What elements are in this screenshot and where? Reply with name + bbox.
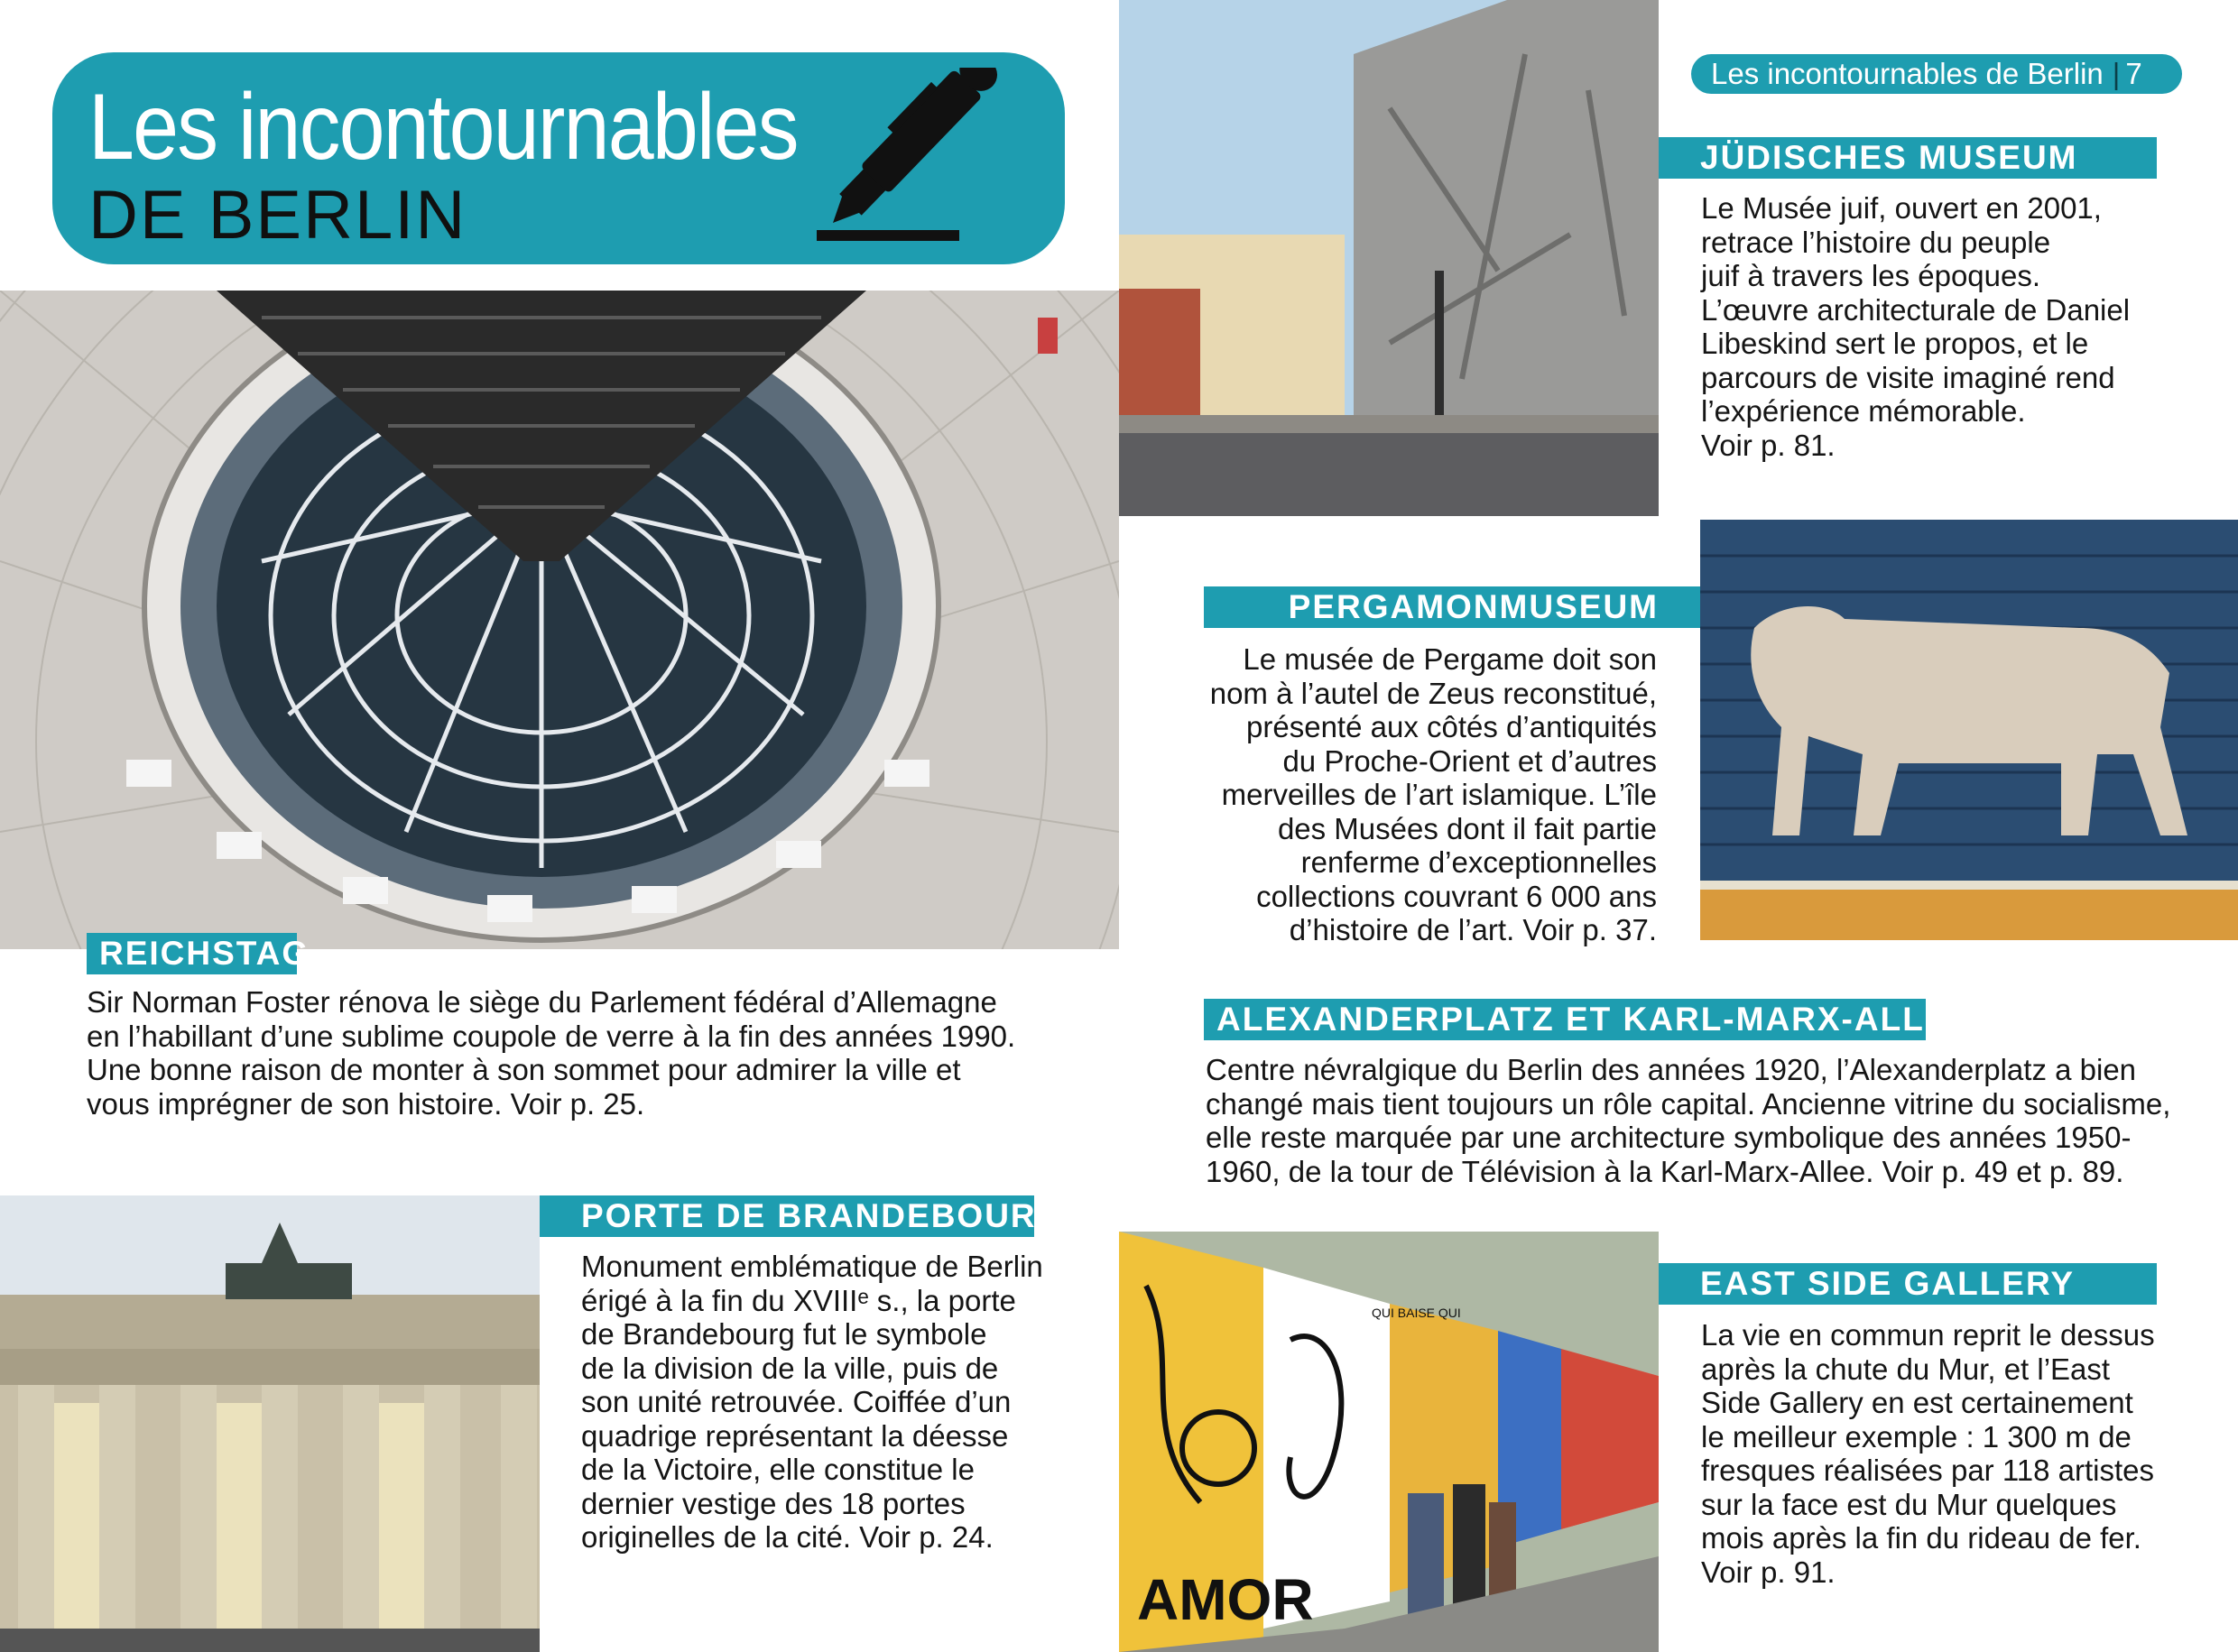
reichstag-line: vous imprégner de son histoire. Voir p. 25. <box>87 1086 645 1121</box>
eastside-line: La vie en commun reprit le dessus <box>1701 1318 2155 1352</box>
running-title: Les incontournables de Berlin <box>1711 57 2104 90</box>
heading-eastside: EAST SIDE GALLERY <box>1659 1263 2157 1305</box>
reichstag-line: Une bonne raison de monter à son sommet pour admirer la ville et <box>87 1053 961 1086</box>
brandebourg-line: originelles de la cité. Voir p. 24. <box>581 1520 994 1554</box>
brandebourg-text <box>581 1250 1068 1555</box>
judisches-line: l’expérience mémorable. <box>1701 394 2026 428</box>
brandebourg-line: Monument emblématique de Berlin <box>581 1250 1043 1283</box>
pen-icon <box>817 68 1024 248</box>
judisches-line: Voir p. 81. <box>1701 428 1836 462</box>
eastside-photo <box>1119 1232 1659 1652</box>
header-separator: | <box>2112 57 2121 90</box>
eastside-text <box>1701 1318 2206 1589</box>
pergamon-photo <box>1700 520 2238 940</box>
brandebourg-line: de la Victoire, elle constitue le <box>581 1453 975 1486</box>
alexanderplatz-line: Centre névralgique du Berlin des années 1920, l’Alexanderplatz a bien <box>1206 1053 2137 1086</box>
pergamon-line: des Musées dont il fait partie <box>1277 811 1657 845</box>
pergamon-line: d’histoire de l’art. Voir p. 37. <box>1289 913 1657 946</box>
heading-judisches: JÜDISCHES MUSEUM <box>1659 137 2157 179</box>
page-title: Les incontournables <box>88 75 798 180</box>
eastside-line: Side Gallery en est certainement <box>1701 1386 2133 1419</box>
page-number: 7 <box>2125 57 2142 90</box>
reichstag-line: en l’habillant d’une sublime coupole de verre à la fin des années 1990. <box>87 1019 1016 1053</box>
eastside-line: Voir p. 91. <box>1701 1555 1836 1589</box>
brandebourg-line: quadrige représentant la déesse <box>581 1418 1009 1453</box>
judisches-photo <box>1119 0 1659 516</box>
eastside-line: sur la face est du Mur quelques <box>1701 1487 2117 1521</box>
judisches-line: L’œuvre architecturale de Daniel <box>1701 292 2131 327</box>
alexanderplatz-line: elle reste marquée par une architecture symbolique des années 1950- <box>1206 1121 2132 1154</box>
pergamon-line: merveilles de l’art islamique. L’île <box>1221 778 1657 811</box>
pergamon-line: nom à l’autel de Zeus reconstitué, <box>1209 676 1657 710</box>
judisches-line: Libeskind sert le propos, et le <box>1701 327 2089 360</box>
reichstag-text <box>87 985 1079 1121</box>
pergamon-line: présenté aux côtés d’antiquités <box>1246 710 1657 743</box>
brandebourg-line: dernier vestige des 18 portes <box>581 1486 966 1520</box>
brandebourg-photo <box>0 1195 540 1652</box>
alexanderplatz-text <box>1206 1053 2216 1188</box>
judisches-line: juif à travers les époques. <box>1701 259 2041 292</box>
brandebourg-line: de Brandebourg fut le symbole <box>581 1317 987 1351</box>
pergamon-line: renferme d’exceptionnelles <box>1300 845 1657 879</box>
alexanderplatz-line: changé mais tient toujours un rôle capital. Ancienne vitrine du socialisme, <box>1206 1086 2171 1121</box>
brandebourg-line: de la division de la ville, puis de <box>581 1351 999 1385</box>
pergamon-line: collections couvrant 6 000 ans <box>1256 879 1657 913</box>
judisches-text <box>1701 191 2206 462</box>
brandebourg-line: son unité retrouvée. Coiffée d’un <box>581 1385 1012 1418</box>
heading-pergamon: PERGAMONMUSEUM <box>1204 586 1700 628</box>
heading-brandebourg: PORTE DE BRANDEBOURG <box>540 1195 1034 1237</box>
heading-reichstag: REICHSTAG <box>87 933 297 974</box>
pergamon-line: Le musée de Pergame doit son <box>1243 642 1657 676</box>
reichstag-line: Sir Norman Foster rénova le siège du Parlement fédéral d’Allemagne <box>87 985 997 1019</box>
alexanderplatz-line: 1960, de la tour de Télévision à la Karl-Marx-Allee. Voir p. 49 et p. 89. <box>1206 1154 2124 1188</box>
judisches-line: retrace l’histoire du peuple <box>1701 225 2051 259</box>
graffiti-qui-baise: QUI BAISE QUI <box>1372 1306 1461 1320</box>
pergamon-text <box>1164 642 1657 947</box>
reichstag-photo <box>0 291 1119 949</box>
judisches-line: Le Musée juif, ouvert en 2001, <box>1701 191 2102 225</box>
page-subtitle: DE BERLIN <box>88 177 467 254</box>
graffiti-amor: AMOR <box>1137 1567 1314 1632</box>
eastside-line: mois après la fin du rideau de fer. <box>1701 1521 2141 1555</box>
judisches-line: parcours de visite imaginé rend <box>1701 360 2115 394</box>
heading-alexanderplatz: ALEXANDERPLATZ ET KARL-MARX-ALLEE <box>1204 999 1926 1040</box>
running-header <box>1691 54 2182 94</box>
eastside-line: après la chute du Mur, et l’East <box>1701 1352 2111 1386</box>
pergamon-line: du Proche-Orient et d’autres <box>1282 743 1657 778</box>
eastside-line: fresques réalisées par 118 artistes <box>1701 1454 2154 1487</box>
eastside-line: le meilleur exemple : 1 300 m de <box>1701 1419 2132 1454</box>
brandebourg-line: érigé à la fin du XVIIIᵉ s., la porte <box>581 1283 1016 1317</box>
